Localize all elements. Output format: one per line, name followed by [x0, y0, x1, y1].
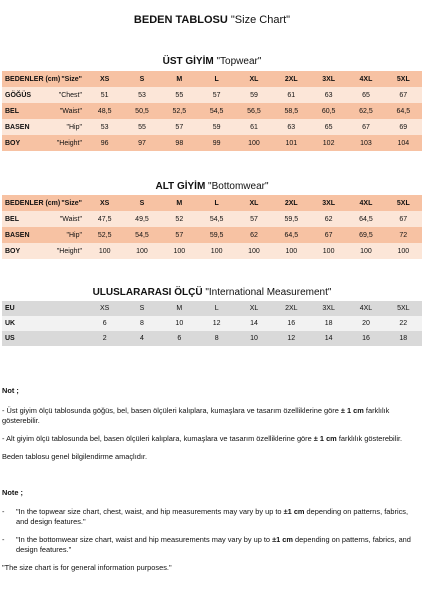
size-header-cell: XS: [86, 195, 123, 211]
value-cell: S: [123, 301, 160, 316]
value-cell: 48,5: [86, 103, 123, 119]
size-header-cell: XS: [86, 71, 123, 87]
note-en-bottomwear: - "In the bottomwear size chart, waist and hip measurements may vary by up to ±1 cm depending on patterns, fabrics, and design features.": [2, 535, 411, 554]
english-notes: [2, 488, 420, 573]
row-label: UK: [5, 320, 16, 327]
size-header-cell: M: [161, 71, 198, 87]
value-cell: 10: [161, 316, 198, 331]
value-cell: 2: [86, 331, 123, 346]
value-cell: 62: [235, 227, 272, 243]
value-cell: 100: [86, 243, 123, 259]
value-cell: 60,5: [310, 103, 347, 119]
value-cell: 102: [310, 135, 347, 151]
size-header-cell: 5XL: [385, 195, 422, 211]
value-cell: 61: [235, 119, 272, 135]
value-cell: 52: [161, 211, 198, 227]
bottomwear-heading: ALT GİYİM "Bottomwear": [155, 181, 269, 192]
value-cell: 18: [310, 316, 347, 331]
topwear-heading: ÜST GİYİM "Topwear": [162, 56, 262, 67]
row-label-english: "Waist": [59, 107, 82, 115]
value-cell: 52,5: [161, 103, 198, 119]
value-cell: 59: [198, 119, 235, 135]
table-row: [2, 227, 422, 243]
size-header-cell: M: [161, 195, 198, 211]
row-label-english: "Chest": [58, 91, 82, 99]
value-cell: 58,5: [273, 103, 310, 119]
value-cell: 47,5: [86, 211, 123, 227]
value-cell: 6: [161, 331, 198, 346]
value-cell: 62,5: [347, 103, 384, 119]
size-header-cell: 4XL: [347, 195, 384, 211]
size-header-cell: S: [123, 71, 160, 87]
row-label-cell: [2, 211, 86, 227]
row-label-cell: [2, 119, 86, 135]
value-cell: 97: [123, 135, 160, 151]
value-cell: 57: [198, 87, 235, 103]
value-cell: 98: [161, 135, 198, 151]
size-header-cell: S: [123, 195, 160, 211]
value-cell: 100: [123, 243, 160, 259]
row-label-cell: [2, 227, 86, 243]
value-cell: 22: [385, 316, 422, 331]
value-cell: 69,5: [347, 227, 384, 243]
row-label-english: "Waist": [59, 215, 82, 223]
bottomwear-size-table: [2, 195, 422, 259]
value-cell: 100: [273, 243, 310, 259]
row-label: US: [5, 335, 15, 342]
value-cell: 61: [273, 87, 310, 103]
row-label-english: "Hip": [66, 231, 82, 239]
value-cell: 12: [198, 316, 235, 331]
value-cell: 59,5: [198, 227, 235, 243]
note-en-general: "The size chart is for general information purposes.": [2, 563, 172, 572]
value-cell: 4: [123, 331, 160, 346]
row-label-cell: [2, 103, 86, 119]
row-label-english: "Hip": [66, 123, 82, 131]
row-label-cell: [2, 87, 86, 103]
value-cell: 100: [235, 243, 272, 259]
note-tr-bottomwear: - Alt giyim ölçü tablosunda bel, basen ölçüleri kalıplara, kumaşlara ve tasarım özelliklerine göre ± 1 cm farklılık gösterebilir.: [2, 434, 403, 443]
value-cell: 56,5: [235, 103, 272, 119]
value-cell: 67: [347, 119, 384, 135]
table-row: [2, 331, 422, 346]
size-header-cell: 4XL: [347, 71, 384, 87]
value-cell: 10: [235, 331, 272, 346]
header-row: [2, 195, 422, 211]
value-cell: L: [198, 301, 235, 316]
value-cell: 53: [123, 87, 160, 103]
value-cell: 51: [86, 87, 123, 103]
value-cell: 100: [161, 243, 198, 259]
value-cell: 20: [347, 316, 384, 331]
value-cell: 16: [347, 331, 384, 346]
table-row: [2, 87, 422, 103]
row-label-cell: [2, 135, 86, 151]
value-cell: 96: [86, 135, 123, 151]
topwear-size-table: [2, 71, 422, 151]
value-cell: 16: [273, 316, 310, 331]
table-row: [2, 119, 422, 135]
value-cell: 67: [385, 87, 422, 103]
international-heading: ULUSLARARASI ÖLÇÜ "International Measurement": [92, 287, 332, 298]
note-en-topwear: - "In the topwear size chart, chest, waist, and hip measurements may vary by up to ±1 cm depending on patterns, fabrics, and design features.": [2, 507, 409, 526]
value-cell: 52,5: [86, 227, 123, 243]
value-cell: 57: [161, 119, 198, 135]
value-cell: 57: [235, 211, 272, 227]
table-row: [2, 301, 422, 316]
value-cell: M: [161, 301, 198, 316]
value-cell: 63: [273, 119, 310, 135]
value-cell: 64,5: [273, 227, 310, 243]
value-cell: 67: [385, 211, 422, 227]
value-cell: 100: [310, 243, 347, 259]
row-label: BOY: [5, 247, 21, 255]
value-cell: 14: [235, 316, 272, 331]
value-cell: 64,5: [385, 103, 422, 119]
row-label-cell: [2, 243, 86, 259]
row-label-english: "Height": [56, 247, 82, 255]
row-label-cell: [2, 301, 86, 316]
size-header-cell: 3XL: [310, 71, 347, 87]
value-cell: 103: [347, 135, 384, 151]
value-cell: 62: [310, 211, 347, 227]
value-cell: 55: [123, 119, 160, 135]
value-cell: 18: [385, 331, 422, 346]
table-row: [2, 211, 422, 227]
value-cell: 8: [123, 316, 160, 331]
value-cell: 54,5: [198, 211, 235, 227]
row-label: GÖĞÜS: [5, 91, 32, 99]
table-row: [2, 103, 422, 119]
value-cell: 101: [273, 135, 310, 151]
header-row: [2, 71, 422, 87]
value-cell: 99: [198, 135, 235, 151]
value-cell: 63: [310, 87, 347, 103]
size-header-cell: L: [198, 71, 235, 87]
value-cell: 55: [161, 87, 198, 103]
page-title: BEDEN TABLOSU "Size Chart": [133, 14, 291, 26]
size-header-cell: 2XL: [273, 195, 310, 211]
value-cell: 2XL: [273, 301, 310, 316]
value-cell: 6: [86, 316, 123, 331]
value-cell: 59: [235, 87, 272, 103]
value-cell: 53: [86, 119, 123, 135]
notes-heading-en: Note ;: [2, 488, 23, 497]
value-cell: 69: [385, 119, 422, 135]
value-cell: 67: [310, 227, 347, 243]
row-label: BASEN: [5, 123, 30, 131]
value-cell: 57: [161, 227, 198, 243]
size-header-cell: XL: [235, 195, 272, 211]
value-cell: 4XL: [347, 301, 384, 316]
value-cell: 100: [347, 243, 384, 259]
row-label: EU: [5, 305, 15, 312]
row-label: BOY: [5, 139, 21, 147]
value-cell: 54,5: [198, 103, 235, 119]
row-label-cell: [2, 331, 86, 346]
row-label-english: "Size": [61, 75, 82, 83]
value-cell: 64,5: [347, 211, 384, 227]
value-cell: 104: [385, 135, 422, 151]
table-row: [2, 135, 422, 151]
table-row: [2, 316, 422, 331]
row-label: BEDENLER (cm): [5, 199, 61, 207]
value-cell: 49,5: [123, 211, 160, 227]
size-header-cell: L: [198, 195, 235, 211]
note-tr-topwear: - Üst giyim ölçü tablosunda göğüs, bel, basen ölçüleri kalıplara, kumaşlara ve tasarım özelliklerine göre ± 1 cm farklılık gösterebilir.: [2, 406, 390, 425]
value-cell: 100: [235, 135, 272, 151]
row-label-cell: [2, 316, 86, 331]
value-cell: XS: [86, 301, 123, 316]
row-label: BEDENLER (cm): [5, 75, 61, 83]
size-header-cell: 2XL: [273, 71, 310, 87]
value-cell: 8: [198, 331, 235, 346]
row-label: BASEN: [5, 231, 30, 239]
value-cell: 14: [310, 331, 347, 346]
row-label-cell: [2, 195, 86, 211]
value-cell: 72: [385, 227, 422, 243]
value-cell: 100: [385, 243, 422, 259]
size-header-cell: XL: [235, 71, 272, 87]
note-tr-general: Beden tablosu genel bilgilendirme amaçlıdır.: [2, 452, 148, 461]
row-label-cell: [2, 71, 86, 87]
value-cell: 50,5: [123, 103, 160, 119]
value-cell: 100: [198, 243, 235, 259]
value-cell: 5XL: [385, 301, 422, 316]
size-header-cell: 3XL: [310, 195, 347, 211]
value-cell: 3XL: [310, 301, 347, 316]
row-label-english: "Height": [56, 139, 82, 147]
row-label: BEL: [5, 107, 19, 115]
size-header-cell: 5XL: [385, 71, 422, 87]
value-cell: 54,5: [123, 227, 160, 243]
turkish-notes: [2, 386, 420, 462]
row-label: BEL: [5, 215, 19, 223]
row-label-english: "Size": [61, 199, 82, 207]
value-cell: 65: [347, 87, 384, 103]
value-cell: XL: [235, 301, 272, 316]
value-cell: 12: [273, 331, 310, 346]
notes-heading-tr: Not ;: [2, 386, 19, 395]
value-cell: 65: [310, 119, 347, 135]
value-cell: 59,5: [273, 211, 310, 227]
international-size-table: [2, 301, 422, 346]
table-row: [2, 243, 422, 259]
